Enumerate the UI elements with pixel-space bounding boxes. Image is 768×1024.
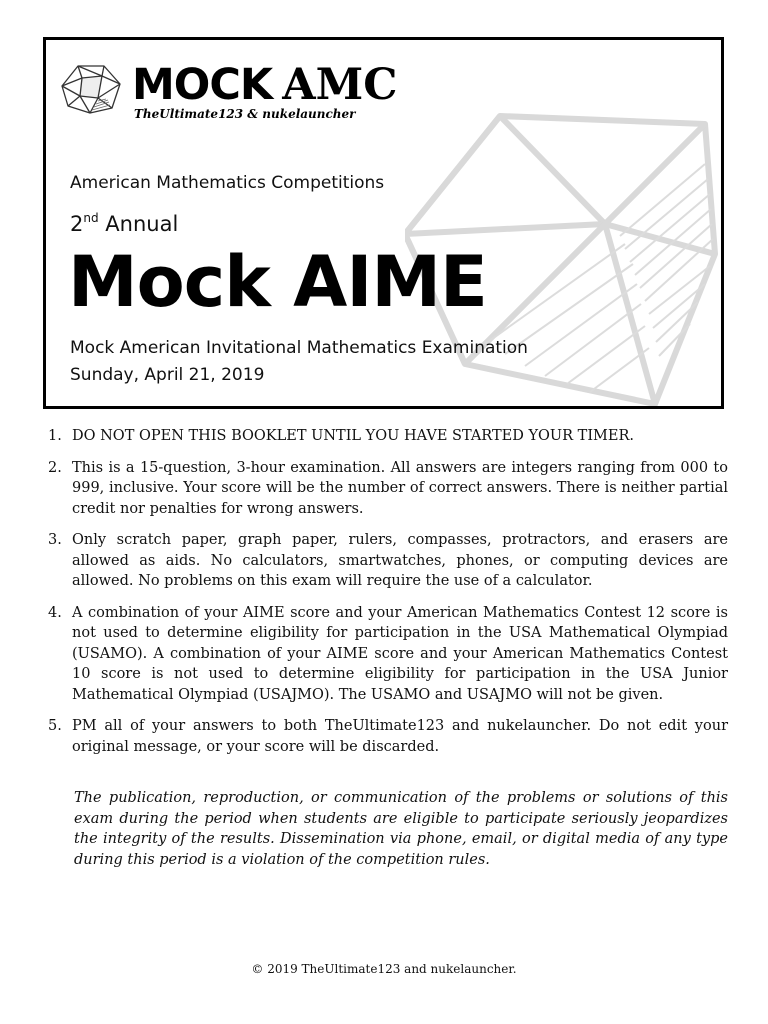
instruction-item [48,426,728,447]
instruction-text: This is a 15-question, 3-hour examination. All answers are integers ranging from 000 to 999, inclusive. Your score will be the number of correct answers. There is neither partial credit nor penalties for wrong answers. [72,459,728,517]
page-title: Mock AIME [68,241,487,323]
instructions-list [48,426,728,768]
instruction-item [48,716,728,757]
instruction-number: 2. [48,459,62,476]
exam-date: Sunday, April 21, 2019 [70,365,265,385]
logo-brand-amc: AMC [282,60,398,110]
instruction-text: Only scratch paper, graph paper, rulers, compasses, protractors, and erasers are allowed as aids. No calculators, smartwatches, phones, or computing devices are allowed. No problems on this exam will require the use of a calculator. [72,532,728,589]
icosahedron-icon [60,64,122,114]
instruction-number: 3. [48,532,62,548]
instruction-number: 5. [48,718,62,734]
copyright-footer: © 2019 TheUltimate123 and nukelauncher. [251,962,517,976]
edition-label [70,211,178,236]
logo-brand-mock: MOCK [132,60,273,110]
instruction-number: 1. [48,428,62,444]
instruction-number: 4. [48,604,62,621]
instruction-text: DO NOT OPEN THIS BOOKLET UNTIL YOU HAVE STARTED YOUR TIMER. [72,428,635,444]
instruction-text: PM all of your answers to both TheUltimate123 and nukelauncher. Do not edit your original message, or your score will be discarded. [72,718,728,755]
instruction-item [48,603,728,706]
edition-word: Annual [105,212,179,236]
instruction-item [48,530,728,592]
logo [60,60,398,121]
instruction-text: A combination of your AIME score and your American Mathematics Contest 12 score is not used to determine eligibility for participation in the USA Mathematical Olympiad (USAMO). A combination of your AIME score and your American Mathematics Contest 10 score is not used to determine eligibility for participation in the USA Junior Mathematical Olympiad (USAJMO). The USAMO and USAJMO will not be given. [72,604,728,703]
organization-name: American Mathematics Competitions [70,173,385,193]
exam-subtitle: Mock American Invitational Mathematics Examination [70,338,528,358]
integrity-notice: The publication, reproduction, or communication of the problems or solutions of this exam during the period when students are eligible to participate seriously jeopardizes the integrity of the results. Dissemination via phone, email, or digital media of any type during this period is a violation of the competition rules. [74,790,728,868]
logo-authors: TheUltimate123 & nukelauncher [134,107,356,121]
logo-text [132,60,398,121]
logo-title [132,60,398,110]
edition-number: 2 [70,212,84,236]
instruction-item [48,458,728,520]
cover-box [43,37,724,409]
edition-suffix: nd [83,211,99,225]
